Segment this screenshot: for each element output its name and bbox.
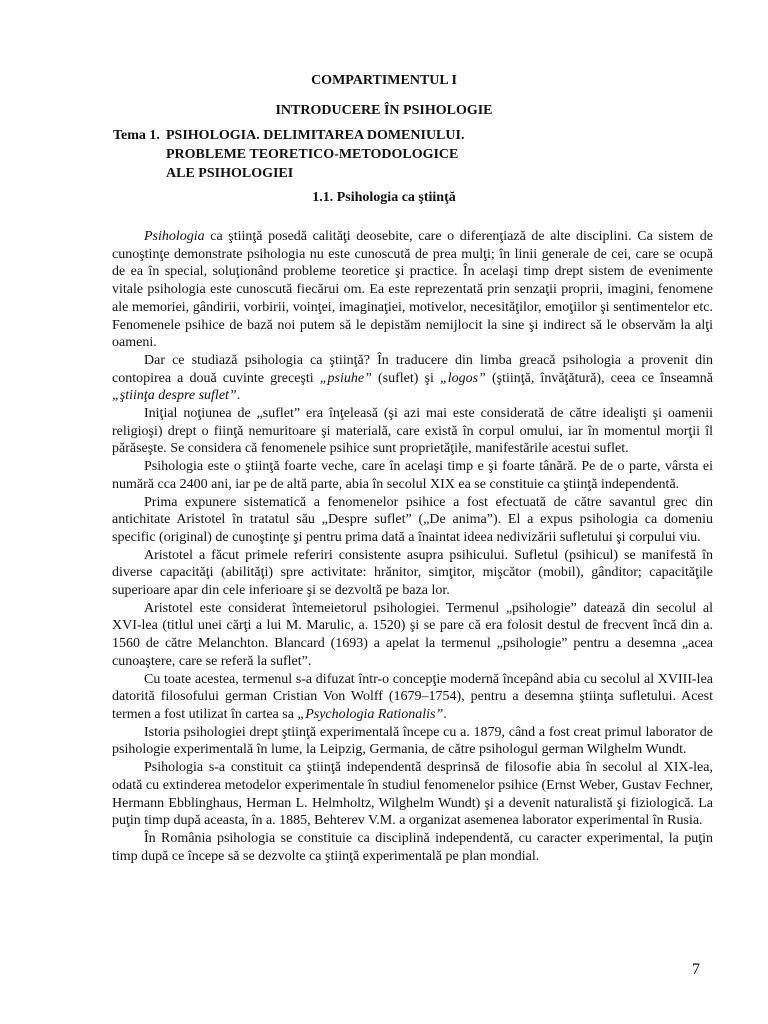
body-text bbox=[112, 228, 713, 865]
paragraph-8 bbox=[112, 671, 713, 724]
paragraph-6: Aristotel a făcut primele referiri consistente asupra psihicului. Sufletul (psihicul) se manifestă în diverse capacităţi (abilităţi) spre activitate: hrănitor, simţitor, mişcător (mobil), gânditor; capacităţile superioare apar din cele inferioare şi se dezvoltă pe baza lor. bbox=[112, 547, 713, 599]
theme-title-line-2: PROBLEME TEORETICO-METODOLOGICE bbox=[166, 147, 459, 162]
theme-title-line-1: PSIHOLOGIA. DELIMITAREA DOMENIULUI. bbox=[166, 128, 465, 143]
book-title: „Psychologia Rationalis” bbox=[297, 706, 444, 722]
paragraph-10: Psihologia s-a constituit ca ştiinţă independentă desprinsă de filosofie abia în secolul al XIX-lea, odată cu extinderea metodelor experimentale în studiul fenomenelor psihice (Ernst Weber, Gustav Fechner, Hermann Ebblinghaus, Herman L. Helmholtz, Wilghelm Wundt) şi a devenit naturalistă şi fiziologică. La puţin timp după aceasta, în a. 1885, Behterev V.M. a organizat asemenea laborator experimental în Rusia. bbox=[112, 760, 713, 829]
paragraph-5: Prima expunere sistematică a fenomenelor psihice a fost efectuată de către savantul grec din antichitate Aristotel în tratatul său „Despre suflet” („De anima”). El a expus psihologia ca domeniu specific (original) de cunoştinţe şi pentru prima dată a înaintat ideea nedivizării sufletului şi corpului viu. bbox=[112, 494, 713, 545]
term-meaning: „ştiinţa despre suflet” bbox=[112, 388, 237, 404]
paragraph-7: Aristotel este considerat întemeietorul psihologiei. Termenul „psihologie” datează din secolul al XVI-lea (titlul unei cărţi a lui M. Marulic, a. 1520) şi se pare că era folosit destul de frecvent încă din a. 1560 de către Melanchton. Blancard (1693) a apelat la termenul „psihologie” pentru a desemna „acea cunoaştere, care se referă la suflet”. bbox=[112, 600, 713, 669]
paragraph-1 bbox=[112, 228, 713, 352]
paragraph-11: În România psihologia se constituie ca disciplină independentă, cu caracter experimental, la puţin timp după ce începe să se dezvolte ca ştiinţă experimentală pe plan mondial. bbox=[112, 830, 713, 864]
paragraph-2-text-b: (suflet) şi bbox=[371, 370, 440, 386]
paragraph-4: Psihologia este o ştiinţă foarte veche, care în acelaşi timp e şi foarte tânără. Pe de o parte, vârsta ei numără cca 2400 ani, iar pe de altă parte, abia în secolul XIX ea se constituie ca ştiinţă independentă. bbox=[112, 459, 713, 492]
paragraph-2-text-a: Dar ce studiază psihologia ca ştiinţă? În traducere din limba greacă psihologia a provenit din contopirea a două cuvinte greceşti bbox=[112, 352, 713, 386]
paragraph-2-text-d: . bbox=[236, 388, 241, 404]
chapter-title: INTRODUCERE ÎN PSIHOLOGIE bbox=[275, 103, 493, 118]
paragraph-1-text: ca ştiinţă posedă calităţi deosebite, care o diferenţiază de alte disciplini. Ca sistem de cunoştinţe demonstrate psihologia nu este cunoscută de prea mulţi; în linii generale de cei, care se ocupă de ea în special, soluţionând probleme teoretice şi practice. În acelaşi timp drept sistem de evenimente vitale psihologia este cunoscută fiecărui om. Ea este reprezentată prin senzaţii proprii, imagini, fenomene ale memoriei, gândirii, vorbirii, voinţei, imaginaţiei, motivelor, necesităţilor, emoţiilor şi sentimentelor etc. Fenomenele psihice de bază noi putem să le depistăm nemijlocit la sine şi indirect să le observăm la alţi oameni. bbox=[112, 229, 713, 351]
paragraph-9: Istoria psihologiei drept ştiinţă experimentală începe cu a. 1879, când a fost creat primul laborator de psihologie experimentală în lume, la Leipzig, Germania, de către psihologul german Wilghelm Wundt. bbox=[112, 724, 713, 758]
paragraph-2-text-c: (ştiinţă, învăţătură), ceea ce înseamnă bbox=[485, 370, 714, 386]
theme-label: Tema 1. bbox=[113, 128, 160, 143]
page-number: 7 bbox=[692, 961, 700, 978]
paragraph-8-text-b: . bbox=[443, 706, 447, 722]
paragraph-3: Iniţial noţiunea de „suflet” era înţeleasă (şi azi mai este considerată de către idealişti şi oamenii religioşi) drept o fiinţă nemuritoare şi materială, care există în corpul omului, iar în momentul morţii îl părăseşte. Se considera că fenomenele psihice sunt proprietăţile, manifestările acestui suflet. bbox=[112, 406, 713, 457]
theme-title-line-3: ALE PSIHOLOGIEI bbox=[166, 166, 294, 181]
section-heading: COMPARTIMENTUL I bbox=[311, 73, 457, 88]
term-psihologia: Psihologia bbox=[144, 229, 205, 244]
theme-heading bbox=[113, 126, 673, 183]
title-block bbox=[0, 66, 768, 126]
paragraph-2 bbox=[112, 352, 713, 405]
paragraph-8-text-a: Cu toate acestea, termenul s-a difuzat într-o concepţie modernă începând abia cu secolul al XVIII-lea datorită filosofului german Cristian Von Wolff (1679–1754), pentru a desemna ştiinţa sufletului. Acest termen a fost utilizat în cartea sa bbox=[112, 671, 713, 722]
term-logos: „logos” bbox=[439, 370, 486, 386]
subsection-title: 1.1. Psihologia ca ştiinţă bbox=[312, 190, 456, 205]
term-psiuhe: „psiuhe” bbox=[319, 370, 372, 386]
